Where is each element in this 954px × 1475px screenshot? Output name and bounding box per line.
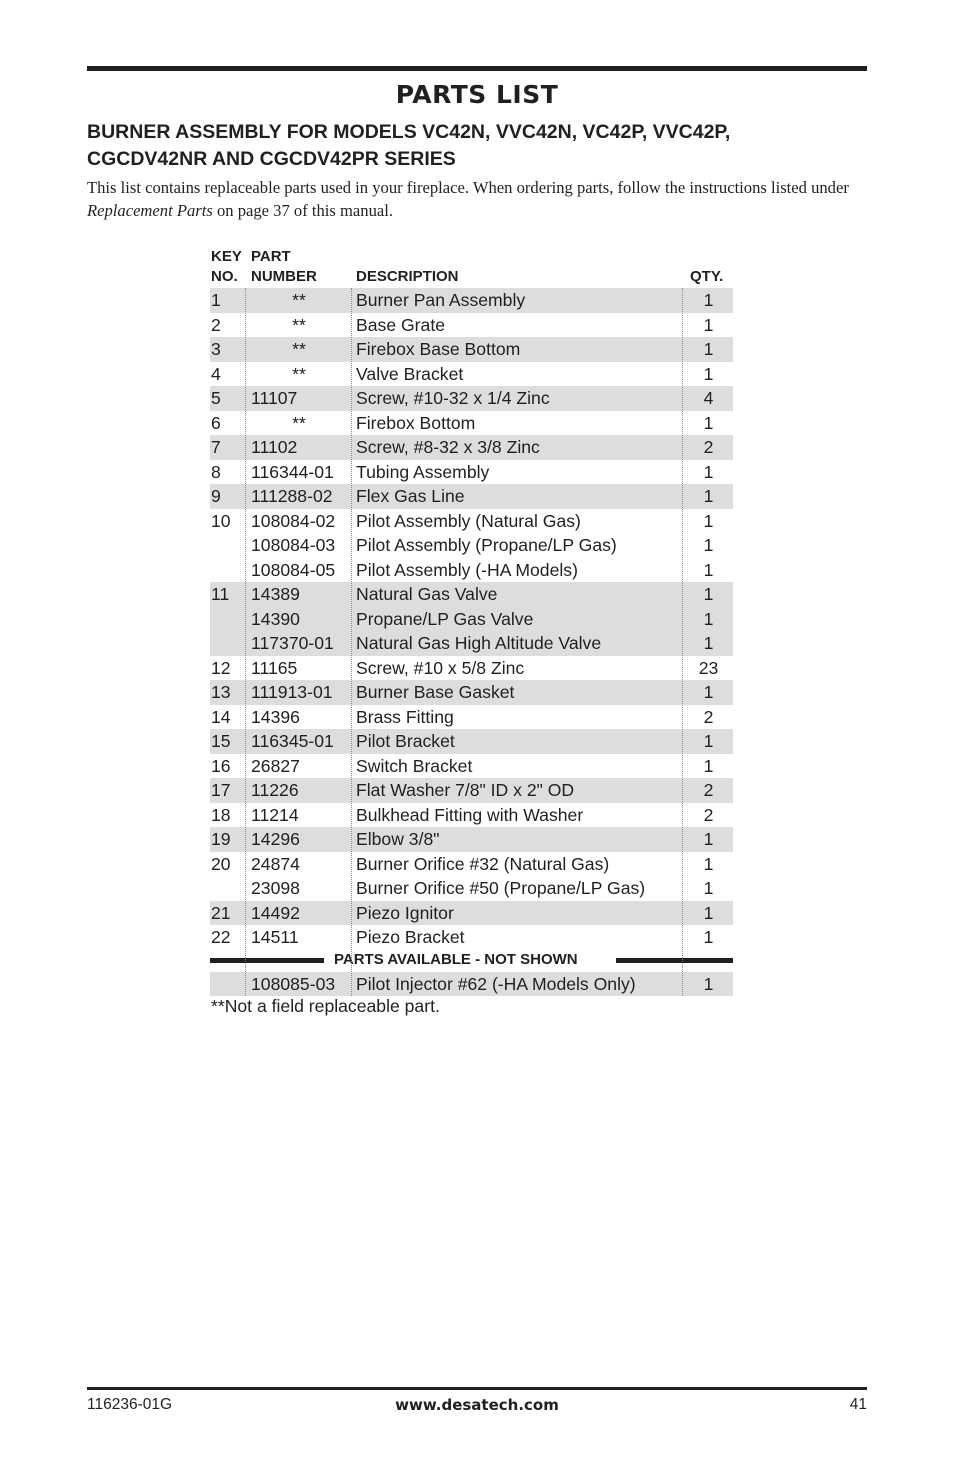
key-no-cell: 8 xyxy=(211,461,221,482)
table-row xyxy=(210,852,733,877)
description-cell: Propane/LP Gas Valve xyxy=(356,608,534,629)
qty-cell: 1 xyxy=(703,559,714,580)
description-cell: Firebox Bottom xyxy=(356,412,476,433)
table-row xyxy=(210,362,733,387)
key-no-cell: 12 xyxy=(211,657,231,678)
key-no-cell: 11 xyxy=(211,584,230,604)
part-number-cell: 108084-05 xyxy=(251,559,336,580)
description-cell: Base Grate xyxy=(356,314,445,335)
description-cell: Piezo Bracket xyxy=(356,927,465,947)
intro-text-2: on page 37 of this manual. xyxy=(212,201,394,220)
table-row xyxy=(210,972,733,997)
description-cell: Elbow 3/8" xyxy=(356,829,440,849)
part-number-cell: 108085-03 xyxy=(251,973,336,994)
key-no-cell: 5 xyxy=(211,388,221,408)
qty-cell: 1 xyxy=(703,412,714,433)
intro-text-1: This list contains replaceable parts used in your fireplace. When ordering parts, follow the instructions listed under xyxy=(87,178,849,197)
description-cell: Pilot Assembly (Propane/LP Gas) xyxy=(356,535,617,555)
description-cell: Pilot Bracket xyxy=(356,731,455,751)
part-number-cell: 14511 xyxy=(251,927,299,947)
header-part-line1: PART xyxy=(251,248,291,265)
qty-cell: 1 xyxy=(703,535,714,555)
table-row xyxy=(210,386,733,411)
qty-cell: 1 xyxy=(703,927,714,947)
description-cell: Pilot Assembly (-HA Models) xyxy=(356,559,578,580)
qty-cell: 1 xyxy=(703,973,714,994)
description-cell: Natural Gas Valve xyxy=(356,584,498,604)
table-row xyxy=(210,680,733,705)
qty-cell: 1 xyxy=(703,486,714,506)
description-cell: Valve Bracket xyxy=(356,363,464,384)
divider-bar-left xyxy=(210,958,324,963)
section-subtitle xyxy=(87,119,867,173)
column-separator xyxy=(245,288,246,996)
key-no-cell: 9 xyxy=(211,486,221,506)
part-number-cell: 11214 xyxy=(251,804,299,825)
part-number-cell: 11102 xyxy=(251,437,298,457)
document-number: 116236-01G xyxy=(87,1396,173,1413)
part-number-cell: 24874 xyxy=(251,853,300,874)
part-number-cell: 11107 xyxy=(251,388,298,408)
table-body xyxy=(210,288,733,950)
divider-bar-right xyxy=(616,958,733,963)
part-number-cell: 111913-01 xyxy=(251,682,333,702)
description-cell: Burner Orifice #50 (Propane/LP Gas) xyxy=(356,878,646,898)
part-number-cell: 23098 xyxy=(251,878,300,898)
key-no-cell: 21 xyxy=(211,902,231,923)
table-row xyxy=(210,705,733,730)
part-number-cell: 111288-02 xyxy=(251,486,333,506)
parts-available-divider xyxy=(210,950,733,972)
table-row xyxy=(210,484,733,509)
footnote: **Not a field replaceable part. xyxy=(211,996,440,1016)
qty-cell: 1 xyxy=(703,853,714,874)
key-no-cell: 13 xyxy=(211,682,231,702)
qty-cell: 1 xyxy=(703,339,714,359)
qty-cell: 1 xyxy=(703,829,714,849)
description-cell: Brass Fitting xyxy=(356,706,454,727)
part-number-cell: ** xyxy=(292,412,306,433)
qty-cell: 1 xyxy=(703,878,714,898)
part-number-cell: 108084-02 xyxy=(251,510,336,531)
qty-cell: 1 xyxy=(703,510,714,531)
table-row xyxy=(210,876,733,901)
table-row xyxy=(210,337,733,362)
description-cell: Screw, #10-32 x 1/4 Zinc xyxy=(356,388,550,408)
description-cell: Natural Gas High Altitude Valve xyxy=(356,633,602,653)
parts-available-label: PARTS AVAILABLE - NOT SHOWN xyxy=(334,950,578,968)
part-number-cell: 116344-01 xyxy=(251,461,334,482)
description-cell: Flat Washer 7/8" ID x 2" OD xyxy=(356,780,575,800)
description-cell: Burner Pan Assembly xyxy=(356,290,526,310)
table-row xyxy=(210,435,733,460)
header-qty: QTY. xyxy=(690,268,724,285)
key-no-cell: 20 xyxy=(211,853,231,874)
top-rule xyxy=(87,66,867,71)
part-number-cell: 14390 xyxy=(251,608,300,629)
table-row xyxy=(210,803,733,828)
table-row xyxy=(210,925,733,950)
intro-paragraph xyxy=(87,176,872,222)
qty-cell: 1 xyxy=(703,755,714,776)
description-cell: Firebox Base Bottom xyxy=(356,339,521,359)
qty-cell: 4 xyxy=(703,388,714,408)
part-number-cell: 14396 xyxy=(251,706,300,727)
description-cell: Bulkhead Fitting with Washer xyxy=(356,804,584,825)
bottom-rule xyxy=(87,1387,867,1390)
key-no-cell: 17 xyxy=(211,780,231,800)
subtitle-line-1: BURNER ASSEMBLY FOR MODELS VC42N, VVC42N, VC42P, VVC42P, xyxy=(87,121,731,143)
key-no-cell: 4 xyxy=(211,363,221,384)
table-row xyxy=(210,582,733,607)
key-no-cell: 18 xyxy=(211,804,231,825)
table-row xyxy=(210,901,733,926)
table-row xyxy=(210,313,733,338)
qty-cell: 1 xyxy=(703,290,714,310)
description-cell: Burner Base Gasket xyxy=(356,682,515,702)
description-cell: Flex Gas Line xyxy=(356,486,465,506)
key-no-cell: 19 xyxy=(211,829,231,849)
part-number-cell: 11165 xyxy=(251,657,298,678)
table-row xyxy=(210,533,733,558)
table-row xyxy=(210,827,733,852)
part-number-cell: ** xyxy=(292,339,306,359)
qty-cell: 1 xyxy=(703,731,714,751)
header-key-line2: NO. xyxy=(211,268,238,285)
table-row xyxy=(210,631,733,656)
description-cell: Piezo Ignitor xyxy=(356,902,454,923)
key-no-cell: 10 xyxy=(211,510,231,531)
key-no-cell: 16 xyxy=(211,755,231,776)
table-row xyxy=(210,558,733,583)
table-row xyxy=(210,411,733,436)
header-key-line1: KEY xyxy=(211,248,242,265)
column-separator xyxy=(682,288,683,996)
part-number-cell: 11226 xyxy=(251,780,299,800)
description-cell: Switch Bracket xyxy=(356,755,473,776)
available-table-body xyxy=(210,972,733,997)
key-no-cell: 7 xyxy=(211,437,221,457)
description-cell: Burner Orifice #32 (Natural Gas) xyxy=(356,853,610,874)
table-row xyxy=(210,460,733,485)
qty-cell: 2 xyxy=(703,706,714,727)
parts-table xyxy=(210,248,733,996)
part-number-cell: ** xyxy=(292,290,306,310)
subtitle-line-2: CGCDV42NR AND CGCDV42PR SERIES xyxy=(87,148,456,170)
qty-cell: 1 xyxy=(703,363,714,384)
description-cell: Screw, #8-32 x 3/8 Zinc xyxy=(356,437,540,457)
description-cell: Tubing Assembly xyxy=(356,461,490,482)
qty-cell: 1 xyxy=(703,608,714,629)
table-row xyxy=(210,509,733,534)
part-number-cell: 14296 xyxy=(251,829,300,849)
column-separator xyxy=(351,288,352,996)
description-cell: Pilot Assembly (Natural Gas) xyxy=(356,510,581,531)
part-number-cell: ** xyxy=(292,363,306,384)
part-number-cell: 117370-01 xyxy=(251,633,334,653)
page-title: PARTS LIST xyxy=(395,80,559,109)
table-row xyxy=(210,778,733,803)
qty-cell: 1 xyxy=(703,314,714,335)
description-cell: Pilot Injector #62 (-HA Models Only) xyxy=(356,973,636,994)
qty-cell: 1 xyxy=(703,682,714,702)
key-no-cell: 22 xyxy=(211,927,231,947)
qty-cell: 2 xyxy=(703,780,714,800)
table-row xyxy=(210,729,733,754)
website-url: www.desatech.com xyxy=(395,1396,559,1414)
qty-cell: 1 xyxy=(703,902,714,923)
intro-italic-ref: Replacement Parts xyxy=(87,201,213,220)
part-number-cell: ** xyxy=(292,314,306,335)
key-no-cell: 3 xyxy=(211,339,221,359)
header-part-line2: NUMBER xyxy=(251,268,317,285)
part-number-cell: 108084-03 xyxy=(251,535,336,555)
table-row xyxy=(210,656,733,681)
qty-cell: 1 xyxy=(703,461,714,482)
qty-cell: 23 xyxy=(698,657,719,678)
table-row xyxy=(210,288,733,313)
part-number-cell: 14492 xyxy=(251,902,300,923)
key-no-cell: 6 xyxy=(211,412,221,433)
part-number-cell: 14389 xyxy=(251,584,300,604)
qty-cell: 2 xyxy=(703,437,714,457)
key-no-cell: 14 xyxy=(211,706,231,727)
qty-cell: 2 xyxy=(703,804,714,825)
page-number: 41 xyxy=(849,1396,867,1413)
header-description: DESCRIPTION xyxy=(356,268,459,285)
table-header xyxy=(210,248,733,288)
table-row xyxy=(210,754,733,779)
part-number-cell: 26827 xyxy=(251,755,300,776)
qty-cell: 1 xyxy=(703,584,714,604)
part-number-cell: 116345-01 xyxy=(251,731,334,751)
table-row xyxy=(210,607,733,632)
qty-cell: 1 xyxy=(703,633,714,653)
key-no-cell: 2 xyxy=(211,314,221,335)
key-no-cell: 15 xyxy=(211,731,231,751)
key-no-cell: 1 xyxy=(211,290,221,310)
description-cell: Screw, #10 x 5/8 Zinc xyxy=(356,657,525,678)
